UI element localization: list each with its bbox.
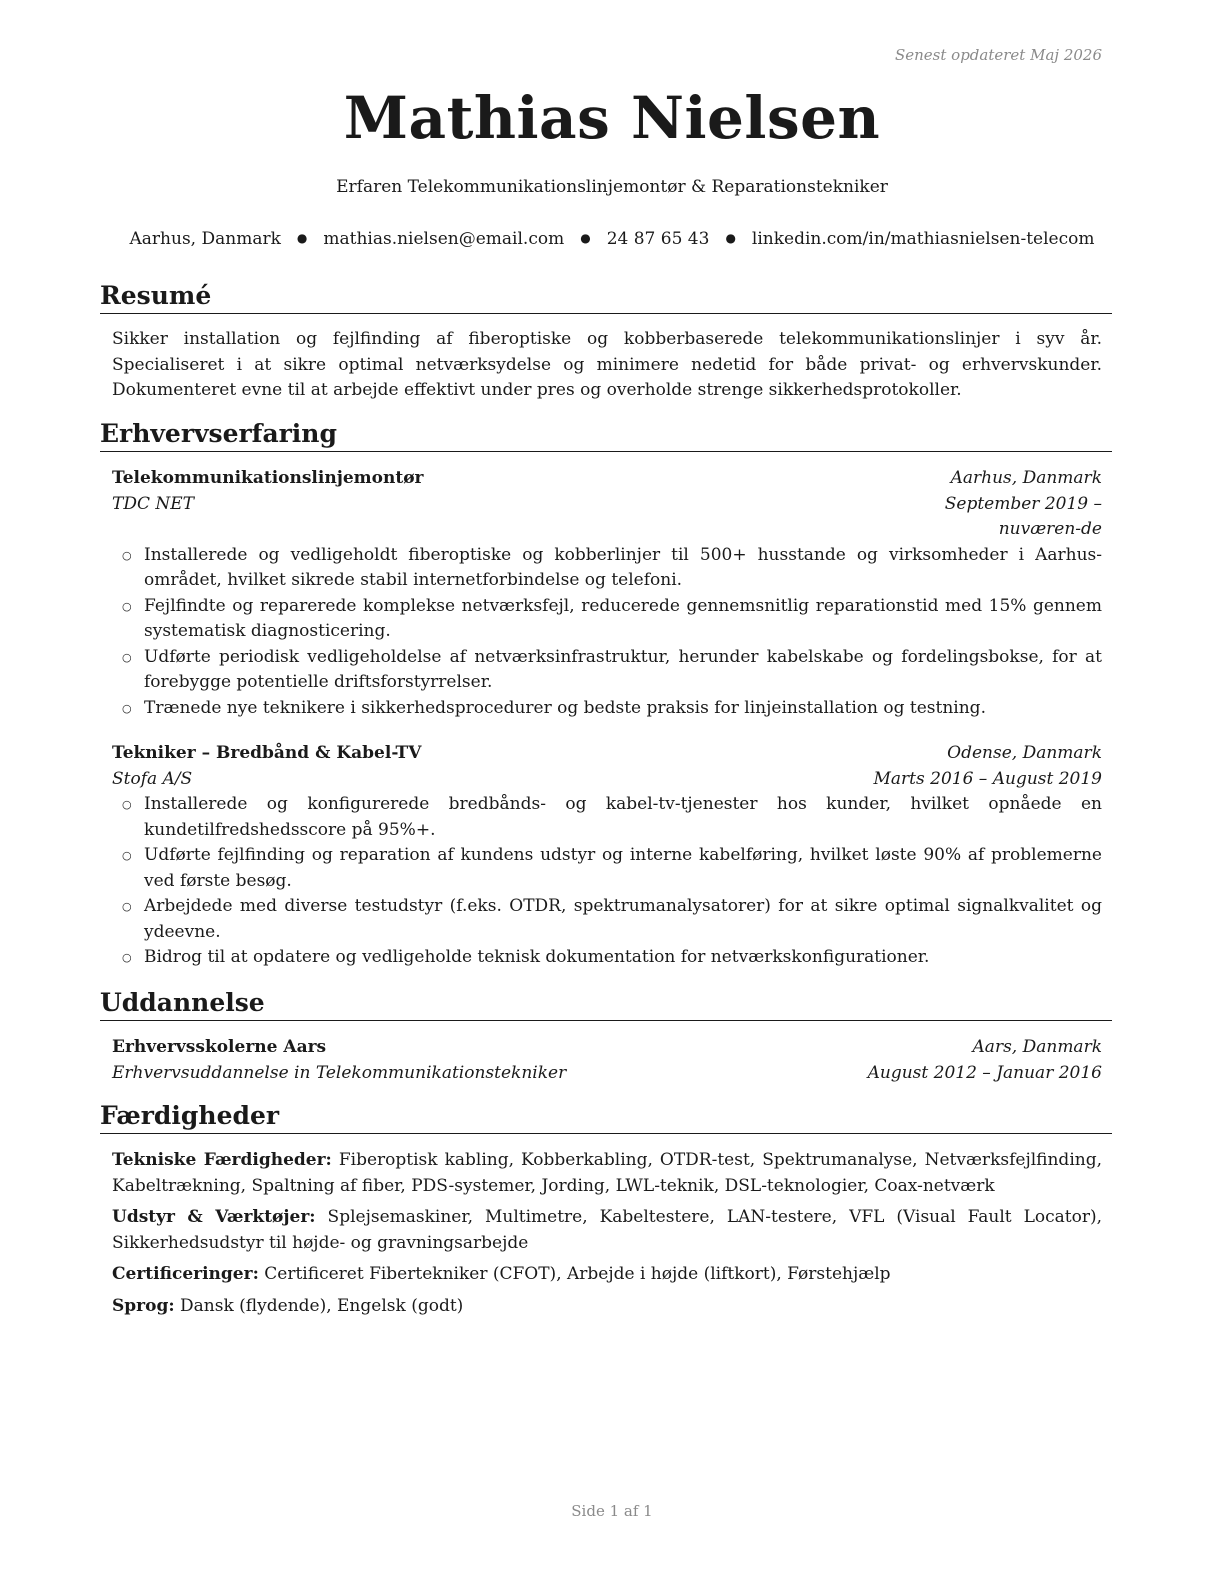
section-title: Resumé (100, 280, 1112, 314)
job-entry (112, 466, 1102, 721)
list-item: ○ Installerede og konfigurerede bredbånds- og kabel-tv-tjenester hos kunder, hvilket opnåede en kundetilfredshedsscore på 95%+. (122, 794, 1102, 840)
job-location: Odense, Danmark (947, 743, 1102, 763)
circle-bullet-icon: ○ (122, 849, 132, 862)
skill-text: Fiberoptisk kabling, Kobberkabling, OTDR-test, Spektrumanalyse, Netværksfejlfinding, Kabeltrækning, Spaltning af fiber, PDS-systemer, Jording, LWL-teknik, DSL-teknologier, Coax-netværk (112, 1150, 1102, 1196)
separator-dot: ● (725, 231, 736, 245)
job-bullets (112, 792, 1102, 971)
job-company: TDC NET (112, 493, 195, 514)
job-dates: September 2019 – nuværen-de (944, 493, 1102, 539)
education-entry (112, 1035, 1102, 1086)
tagline: Erfaren Telekommunikationslinjemontør & Reparationstekniker (336, 177, 888, 197)
skill-label: Udstyr & Værktøjer: (112, 1207, 316, 1227)
school-name: Erhvervsskolerne Aars (112, 1037, 327, 1057)
contact-line (0, 229, 1224, 249)
contact-email[interactable]: mathias.nielsen@email.com (323, 229, 565, 249)
list-item: ○ Installerede og vedligeholdt fiberoptiske og kobberlinjer til 500+ husstande og virksomheder i Aarhus-området, hvilket sikrede stabil internetforbindelse og telefoni. (122, 544, 1102, 590)
candidate-name: Mathias Nielsen (343, 84, 881, 152)
skill-group (112, 1148, 1102, 1199)
section-title: Uddannelse (100, 987, 1112, 1021)
circle-bullet-icon: ○ (122, 701, 132, 715)
last-updated: Senest opdateret Maj 2026 (894, 46, 1102, 64)
section-title: Erhvervserfaring (100, 418, 1112, 452)
separator-dot: ● (296, 231, 308, 245)
summary-section (100, 280, 1112, 404)
education-section (100, 987, 1112, 1086)
contact-location: Aarhus, Danmark (129, 229, 281, 249)
list-item: ○ Trænede nye teknikere i sikkerhedsprocedurer og bedste praksis for linjeinstallation og testning. (112, 696, 1102, 722)
job-entry (112, 741, 1102, 971)
summary-text: Sikker installation og fejlfinding af fiberoptiske og kobberbaserede telekommunikationslinjer i syv år. Specialiseret i at sikre optimal netværksydelse og minimere nedetid for både privat- og erhvervskunder. Dokumenteret evne til at arbejde effektivt under pres og overholde strenge sikkerhedsprotokoller. (112, 329, 1102, 400)
job-company: Stofa A/S (112, 768, 193, 789)
job-bullets (112, 543, 1102, 722)
skill-text: Certificeret Fibertekniker (CFOT), Arbejde i højde (liftkort), Førstehjælp (264, 1264, 891, 1284)
skill-label: Sprog: (112, 1295, 175, 1316)
circle-bullet-icon: ○ (122, 798, 132, 811)
circle-bullet-icon: ○ (122, 900, 132, 913)
circle-bullet-icon: ○ (122, 951, 132, 964)
section-title: Færdigheder (100, 1100, 1112, 1134)
skill-label: Certificeringer: (112, 1264, 259, 1284)
skill-group (112, 1262, 1102, 1288)
education-dates: August 2012 – Januar 2016 (867, 1062, 1102, 1083)
skill-group (112, 1294, 1102, 1320)
degree: Erhvervsuddannelse in Telekommunikationstekniker (112, 1062, 567, 1083)
skills-section (100, 1100, 1112, 1325)
job-dates: Marts 2016 – August 2019 (873, 768, 1102, 789)
list-item: ○ Bidrog til at opdatere og vedligeholde teknisk dokumentation for netværkskonfigurationer. (112, 945, 1102, 971)
job-role: Telekommunikationslinjemontør (112, 468, 424, 488)
experience-section (100, 418, 1112, 971)
list-item: ○ Udførte fejlfinding og reparation af kundens udstyr og interne kabelføring, hvilket løste 90% af problemerne ved første besøg. (122, 845, 1102, 891)
separator-dot: ● (580, 231, 591, 245)
skill-group (112, 1205, 1102, 1256)
skill-text: Splejsemaskiner, Multimetre, Kabeltestere, LAN-testere, VFL (Visual Fault Locator), Sikkerhedsudstyr til højde- og gravningsarbejde (112, 1207, 1102, 1253)
skill-label: Tekniske Færdigheder: (112, 1150, 332, 1170)
job-location: Aarhus, Danmark (950, 468, 1102, 488)
list-item: ○ Udførte periodisk vedligeholdelse af netværksinfrastruktur, herunder kabelskabe og fordelingsbokse, for at forebygge potentielle driftsforstyrrelser. (122, 646, 1102, 692)
list-item: ○ Arbejdede med diverse testudstyr (f.eks. OTDR, spektrumanalysatorer) for at sikre optimal signalkvalitet og ydeevne. (122, 896, 1102, 942)
skill-text: Dansk (flydende), Engelsk (godt) (180, 1295, 464, 1316)
circle-bullet-icon: ○ (122, 650, 132, 664)
page-number: Side 1 af 1 (571, 1502, 653, 1520)
school-location: Aars, Danmark (972, 1037, 1102, 1057)
circle-bullet-icon: ○ (122, 599, 132, 613)
job-role: Tekniker – Bredbånd & Kabel-TV (112, 743, 422, 763)
list-item: ○ Fejlfindte og reparerede komplekse netværksfejl, reducerede gennemsnitlig reparationstid med 15% gennem systematisk diagnosticering. (122, 595, 1102, 641)
contact-linkedin[interactable]: linkedin.com/in/mathiasnielsen-telecom (751, 229, 1095, 249)
circle-bullet-icon: ○ (122, 548, 132, 562)
contact-phone[interactable]: 24 87 65 43 (606, 229, 710, 249)
